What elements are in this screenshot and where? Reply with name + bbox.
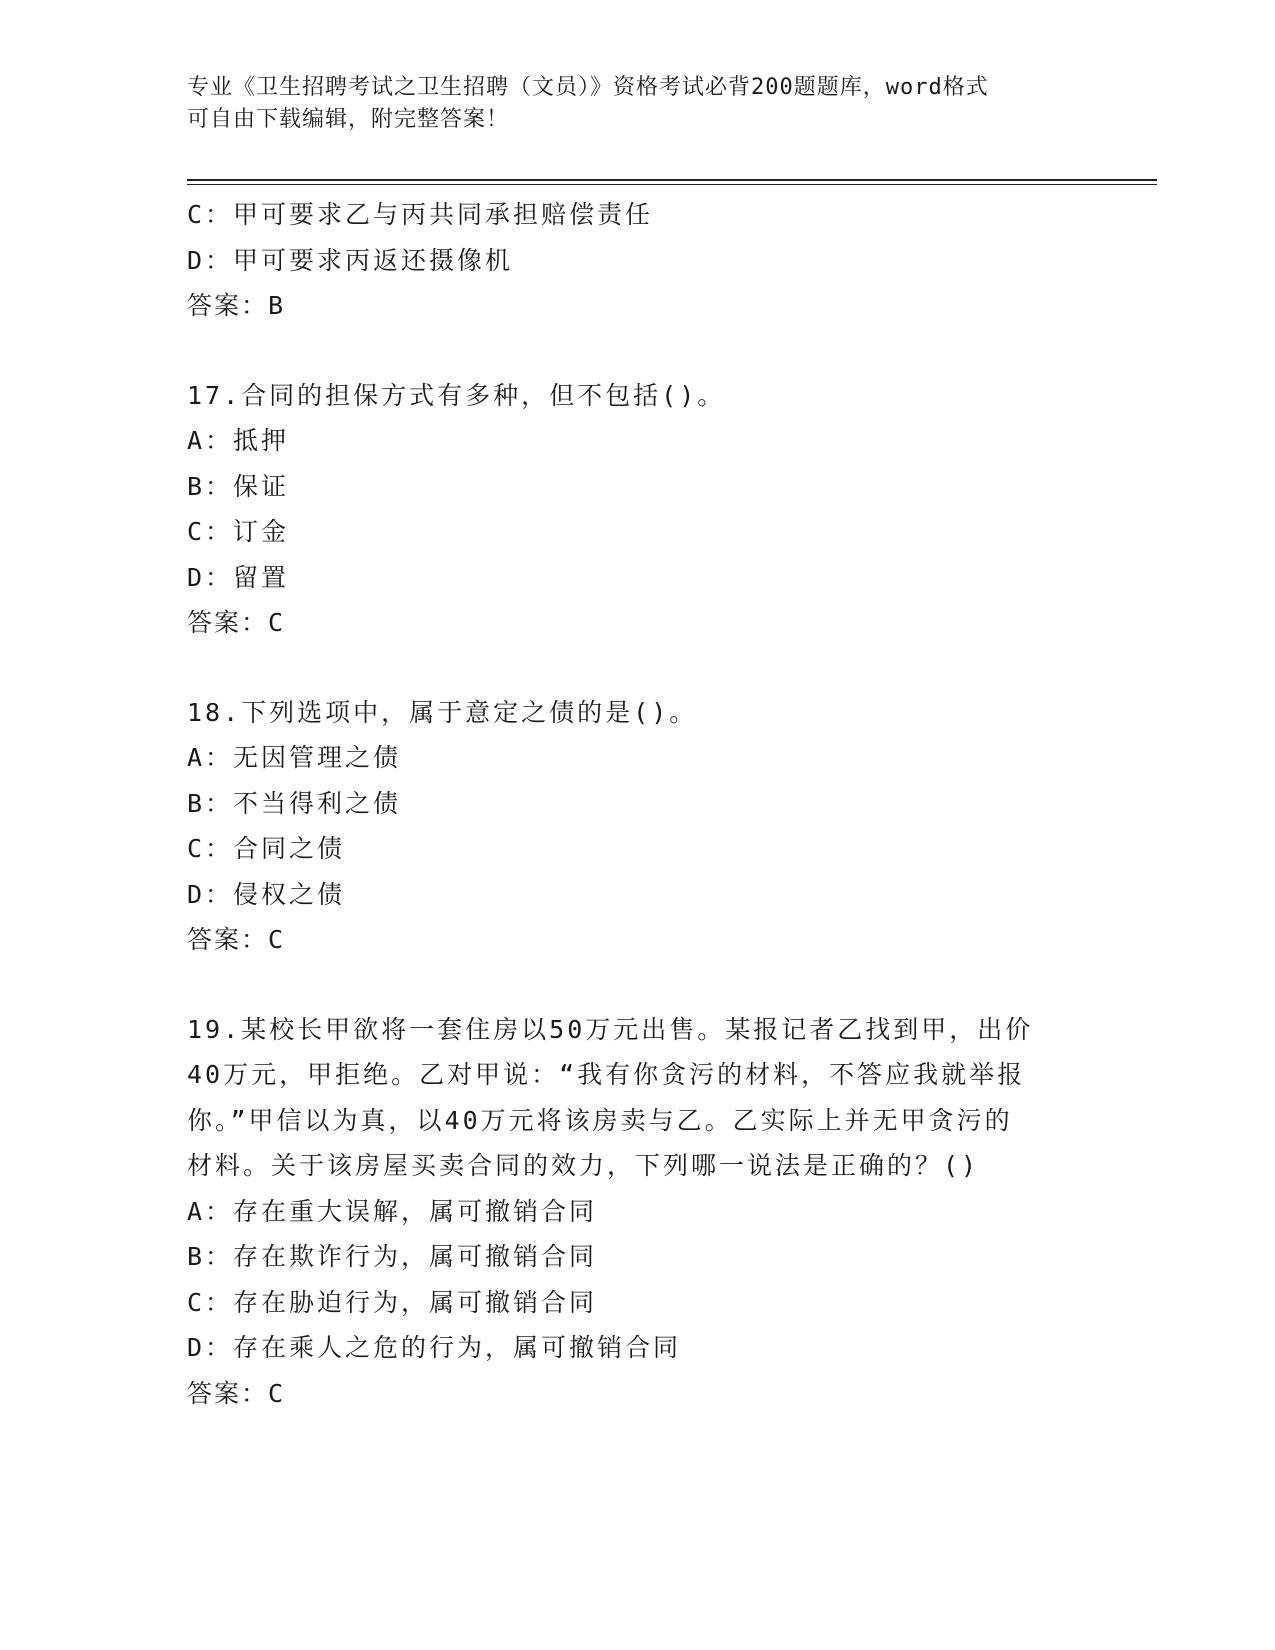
question-19 xyxy=(187,1007,1087,1417)
question-stem-line-4: 材料。关于该房屋买卖合同的效力，下列哪一说法是正确的？() xyxy=(187,1151,980,1180)
option-b: B：不当得利之债 xyxy=(187,788,402,818)
option-b: B：存在欺诈行为，属可撤销合同 xyxy=(187,1242,598,1271)
answer-value: C xyxy=(268,925,286,954)
spacer xyxy=(187,646,1087,690)
option-a: A：抵押 xyxy=(187,426,290,455)
option-c: C：合同之债 xyxy=(187,834,346,863)
answer-label: 答案： xyxy=(187,1378,269,1408)
document-body xyxy=(187,192,1087,1416)
header-divider-thick xyxy=(187,179,1157,181)
spacer xyxy=(187,963,1087,1007)
header-divider-thin xyxy=(187,184,1157,185)
option-d: D：存在乘人之危的行为，属可撤销合同 xyxy=(187,1333,682,1362)
question-stem-line-3: 你。”甲信以为真，以40万元将该房卖与乙。乙实际上并无甲贪污的 xyxy=(187,1105,1013,1135)
question-stem-line-1: 19.某校长甲欲将一套住房以50万元出售。某报记者乙找到甲，出价 xyxy=(187,1014,1034,1044)
option-c: C：订金 xyxy=(187,517,290,546)
spacer xyxy=(187,329,1087,373)
answer-label: 答案： xyxy=(187,608,269,637)
option-b: B：保证 xyxy=(187,471,290,501)
answer-line xyxy=(187,1371,1087,1417)
option-d: D：侵权之债 xyxy=(187,879,346,909)
answer-value: C xyxy=(268,608,286,637)
question-stem-line-2: 40万元，甲拒绝。乙对甲说：“我有你贪污的材料，不答应我就举报 xyxy=(187,1060,1026,1089)
answer-line xyxy=(187,600,1087,646)
option-d: D：留置 xyxy=(187,562,290,592)
option-a: A：存在重大误解，属可撤销合同 xyxy=(187,1196,598,1226)
option-d: D：甲可要求丙返还摄像机 xyxy=(187,245,514,275)
question-stem: 17.合同的担保方式有多种，但不包括()。 xyxy=(187,380,726,410)
page-header xyxy=(187,72,1067,136)
question-17 xyxy=(187,373,1087,646)
answer-line xyxy=(187,283,1087,329)
answer-label: 答案： xyxy=(187,291,269,320)
answer-label: 答案： xyxy=(187,925,269,954)
option-c: C：甲可要求乙与丙共同承担赔偿责任 xyxy=(187,200,654,229)
option-a: A：无因管理之债 xyxy=(187,743,402,772)
option-c: C：存在胁迫行为，属可撤销合同 xyxy=(187,1287,598,1317)
header-title-line-1: 专业《卫生招聘考试之卫生招聘（文员）》资格考试必背200题题库，word格式 xyxy=(187,75,989,100)
answer-line xyxy=(187,917,1087,963)
header-title-line-2: 可自由下载编辑，附完整答案！ xyxy=(187,107,510,132)
continued-question xyxy=(187,192,1087,329)
answer-value: B xyxy=(268,291,286,320)
answer-value: C xyxy=(268,1378,286,1408)
question-stem: 18.下列选项中，属于意定之债的是()。 xyxy=(187,697,698,727)
question-18 xyxy=(187,690,1087,963)
